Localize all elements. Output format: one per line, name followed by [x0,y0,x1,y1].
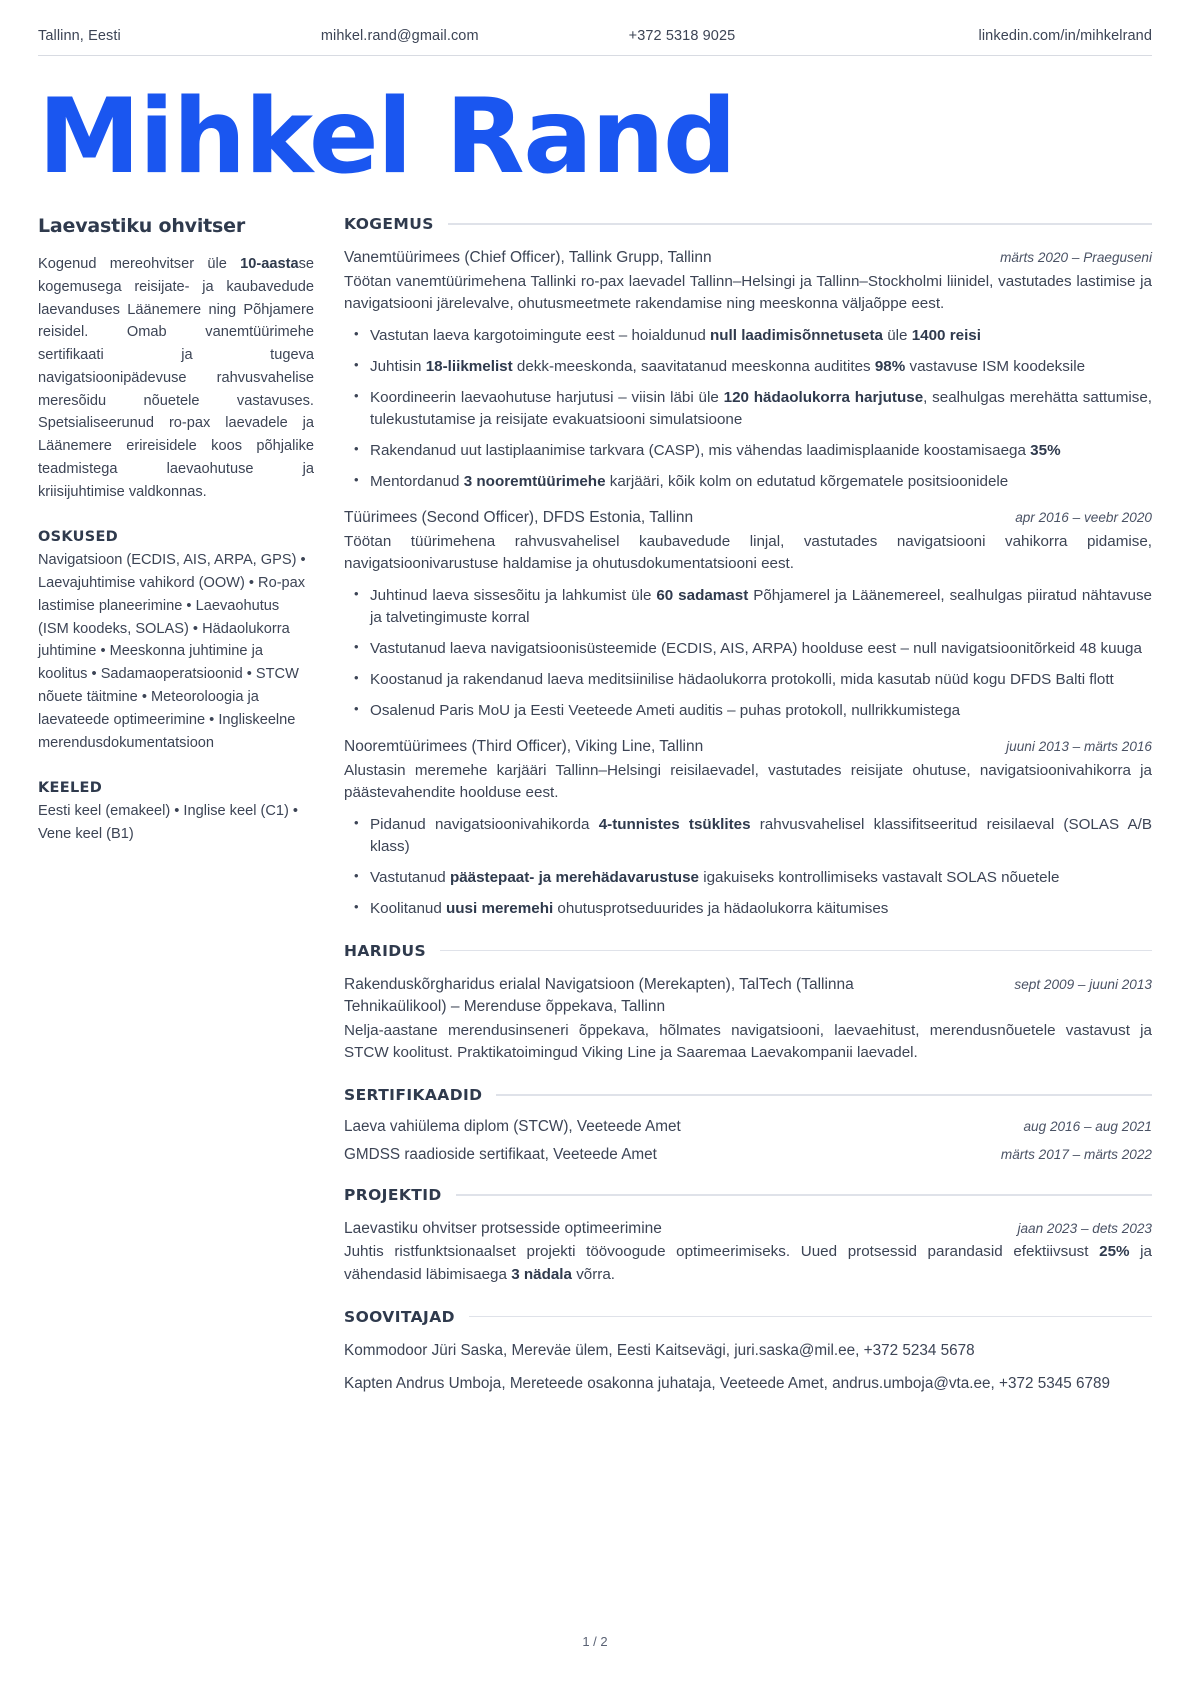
entry-description: Nelja-aastane merendusinseneri õppekava, hõlmates navigatsiooni, laevaehitust, merendusnõuetele vastavust ja STCW koolitust. Praktikatoimingud Viking Line ja Saaremaa Laevakompanii laevadel. [344,1021,1152,1061]
entry-date: apr 2016 – veebr 2020 [1015,509,1152,525]
section-label: KOGEMUS [344,215,434,233]
body-columns [38,215,1152,1417]
entry-bullets [344,585,1152,722]
entry-title: Tüürimees (Second Officer), DFDS Estonia, Tallinn [344,508,694,526]
job-title: Laevastiku ohvitser [38,215,246,237]
entry-description: Töötan tüürimehena rahvusvahelisel kaubavedude linjal, vastutades navigatsiooni vahikorra pidamise, navigatsioonivarustuse haldamise ja ohutusdokumentatsiooni eest. [344,532,1152,572]
references-list [344,1340,1152,1395]
references-section [344,1308,1152,1395]
skills-text: Navigatsioon (ECDIS, AIS, ARPA, GPS) • Laevajuhtimise vahikord (OOW) • Ro-pax lastimise planeerimine • Laevaohutus (ISM koodeks, SOLAS) • Hädaolukorra juhtimine • Meeskonna juhtimine ja koolitus • Sadamaoperatsioonid • STCW nõuete täitmine • Meteoroloogia ja laevateede optimeerimine • Ingliskeelne merendusdokumentatsioon [38,552,306,751]
certificate-title: GMDSS raadioside sertifikaat, Veeteede Amet [344,1145,657,1163]
entry-description: Töötan vanemtüürimehena Tallinki ro-pax laevadel Tallinn–Helsingi ja Tallinn–Stockholmi liinidel, vastutades lastimise ja navigatsiooni järelevalve, ohutusmeetmete rakendamise ning meeskonna väljaõppe eest. [344,272,1152,312]
bullet-item: • Koordineerin laevaohutuse harjutusi – viisin läbi üle 120 hädaolukorra harjutuse, sealhulgas merehätta sattumise, tulekustutamise ja reisijate evakuatsiooni simulatsioone [370,387,1152,431]
bullet-item: • Osalenud Paris MoU ja Eesti Veeteede Ameti auditis – puhas protokoll, nullrikkumistega [370,700,1152,722]
bullet-item: • Rakendanud uut lastiplaanimise tarkvara (CASP), mis vähendas laadimisplaanide koostamisaega 35% [370,440,1152,462]
certificates-list [344,1118,1152,1164]
entry-bullets [344,325,1152,493]
section-label: SERTIFIKAADID [344,1085,483,1104]
section-divider [440,950,1152,952]
entry-header [344,974,1152,1018]
section-label: PROJEKTID [344,1185,442,1204]
entry-header [344,736,1152,758]
contact-bar [38,28,1152,56]
bullet-item: • Juhtinud laeva sissesõitu ja lahkumist üle 60 sadamast Põhjamerel ja Läänemereel, sealhulgas piiratud nähtavuse ja talvetingimuste korral [370,585,1152,629]
entry-header [344,247,1152,269]
entry-date: jaan 2023 – dets 2023 [1017,1220,1152,1236]
experience-entry [344,736,1152,920]
certificate-date: märts 2017 – märts 2022 [1000,1146,1152,1162]
reference-line: Kommodoor Jüri Saska, Mereväe ülem, Eesti Kaitsevägi, juri.saska@mil.ee, +372 5234 5678 [344,1341,975,1359]
education-entry [344,974,1152,1064]
education-list [344,974,1152,1064]
reference-line: Kapten Andrus Umboja, Mereteede osakonna juhataja, Veeteede Amet, andrus.umboja@vta.ee, +372 5345 6789 [344,1374,1111,1392]
projects-list [344,1218,1152,1286]
education-section [344,942,1152,1064]
section-divider [456,1194,1152,1196]
bullet-item: • Mentordanud 3 nooremtüürimehe karjääri, kõik kolm on edutatud kõrgematele positsioonidele [370,471,1152,493]
languages-text: Eesti keel (emakeel) • Inglise keel (C1) • Vene keel (B1) [38,803,299,843]
contact-email[interactable]: mihkel.rand@gmail.com [320,28,479,44]
skills-heading: OSKUSED [38,529,119,546]
entry-title: Rakenduskõrgharidus erialal Navigatsioon (Merekapten), TalTech (Tallinna Tehnikaülikool) – Merenduse õppekava, Tallinn [344,975,854,1015]
professional-summary: Kogenud mereohvitser üle 10-aastase kogemusega reisijate- ja kaubavedude laevanduses Läänemere ning Põhjamere reisidel. Omab vanemtüürimehe sertifikaati ja tugeva navigatsioonipädevuse rahvusvahelise meresõidu nõuetele vastavuses. Spetsialiseerunud ro-pax laevadele ja Läänemere erireisidele koos põhjalike teadmistega laevaohutuse ja kriisijuhtimise valdkonnas. [38,256,314,500]
entry-date: märts 2020 – Praeguseni [1000,250,1152,265]
entry-title: Vanemtüürimees (Chief Officer), Tallink Grupp, Tallinn [344,249,712,266]
certificates-section [344,1086,1152,1164]
section-label: SOOVITAJAD [344,1307,455,1326]
sidebar-column [38,215,338,846]
experience-section [344,215,1152,920]
section-header [344,1086,1152,1104]
project-entry [344,1218,1152,1286]
section-divider [469,1316,1152,1318]
certificate-row [344,1146,1152,1164]
certificate-title: Laeva vahiülema diplom (STCW), Veeteede Amet [344,1117,681,1135]
entry-title: Nooremtüürimees (Third Officer), Viking Line, Tallinn [344,737,704,755]
entry-header [344,1218,1152,1240]
bullet-item: • Vastutanud laeva navigatsioonisüsteemide (ECDIS, AIS, ARPA) hoolduse eest – null navigatsioonitõrkeid 48 kuuga [370,638,1152,660]
entry-description: Alustasin meremehe karjääri Tallinn–Helsingi reisilaevadel, vastutades reisijate ohutuse, navigatsioonivahikorra ja päästevahendite hoolduse eest. [344,761,1152,801]
bullet-item: • Koolitanud uusi meremehi ohutusprotseduurides ja hädaolukorra käitumises [370,898,1152,920]
bullet-item: • Vastutanud päästepaat- ja merehädavarustuse igakuiseks kontrollimiseks vastavalt SOLAS nõuetele [370,867,1152,889]
entry-date: sept 2009 – juuni 2013 [1014,976,1152,992]
section-header [344,215,1152,233]
bullet-item: • Vastutan laeva kargotoimingute eest – hoialdunud null laadimisõnnetuseta üle 1400 reisi [370,325,1152,347]
section-header [344,942,1152,960]
candidate-name: Mihkel Rand [38,77,736,197]
bullet-item: • Juhtisin 18-liikmelist dekk-meeskonda, saavitatanud meeskonna auditites 98% vastavuse ISM koodeksile [370,356,1152,378]
entry-header [344,507,1152,529]
page-number: 1 / 2 [582,1634,608,1649]
experience-entry [344,247,1152,493]
section-label: HARIDUS [344,941,427,960]
certificate-date: aug 2016 – aug 2021 [1023,1118,1152,1134]
certificate-row [344,1118,1152,1136]
experience-list [344,247,1152,920]
languages-heading: KEELED [38,780,103,797]
bullet-item: • Pidanud navigatsioonivahikorda 4-tunnistes tsüklites rahvusvahelisel klassifitseeritud reisilaeval (SOLAS A/B klass) [370,814,1152,858]
entry-date: juuni 2013 – märts 2016 [1006,738,1152,754]
contact-linkedin[interactable]: linkedin.com/in/mihkelrand [978,28,1152,44]
experience-entry [344,507,1152,722]
entry-title: Laevastiku ohvitser protsesside optimeerimine [344,1219,662,1237]
section-header [344,1186,1152,1204]
contact-phone[interactable]: +372 5318 9025 [628,28,736,44]
entry-bullets [344,814,1152,920]
main-column [338,215,1152,1417]
section-header [344,1308,1152,1326]
bullet-item: • Koostanud ja rakendanud laeva meditsiinilise hädaolukorra protokolli, mida kasutab nüüd kogu DFDS Balti flott [370,669,1152,691]
projects-section [344,1186,1152,1286]
section-divider [448,223,1152,225]
contact-location: Tallinn, Eesti [38,28,121,44]
entry-description: Juhtis ristfunktsionaalset projekti töövoogude optimeerimiseks. Uued protsessid parandasid efektiivsust 25% ja vähendasid läbimisaega 3 nädala võrra. [344,1243,1152,1283]
section-divider [496,1094,1152,1096]
